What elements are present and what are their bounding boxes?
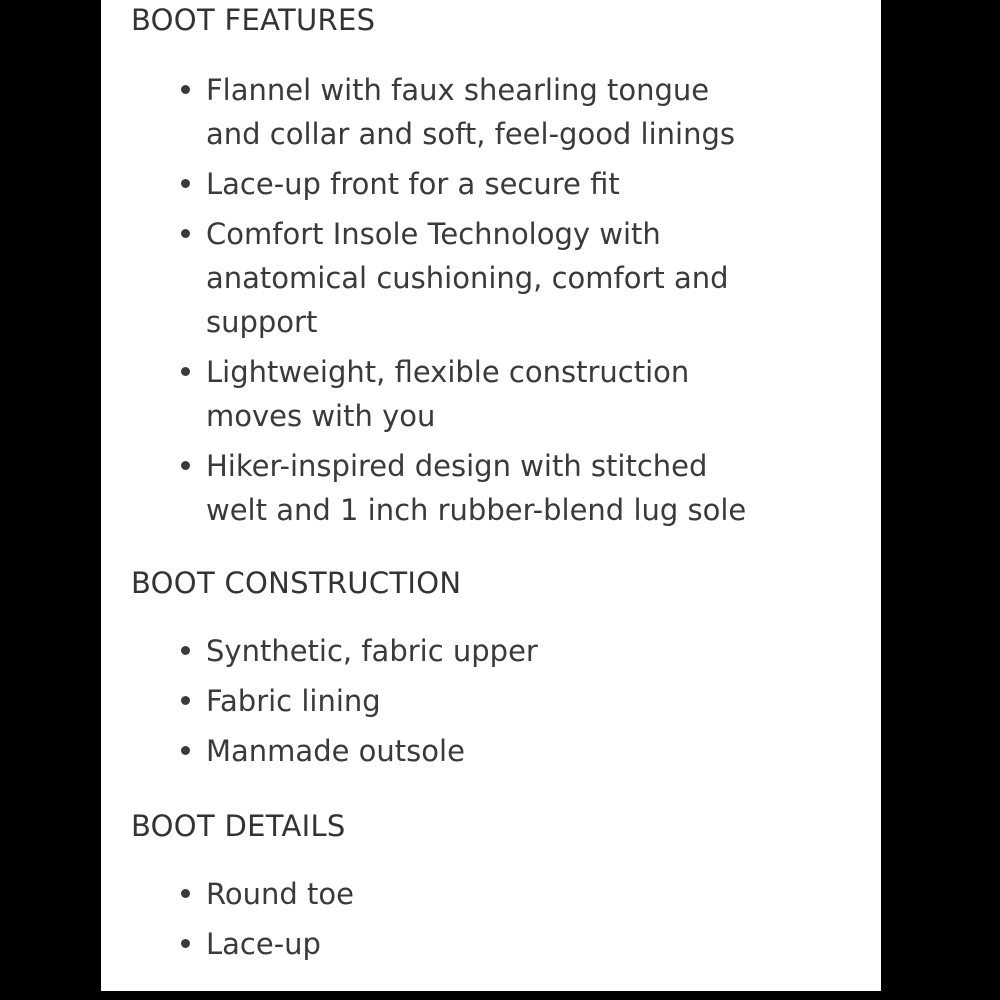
section-boot-features bbox=[131, 2, 851, 538]
item-line: Fabric lining bbox=[206, 684, 381, 718]
item-line: Round toe bbox=[206, 877, 354, 911]
list-item bbox=[131, 350, 851, 438]
list-item bbox=[131, 162, 851, 206]
bullet-icon bbox=[181, 939, 190, 948]
section-heading: BOOT CONSTRUCTION bbox=[131, 566, 462, 600]
bullet-icon bbox=[181, 746, 190, 755]
list-item bbox=[131, 629, 851, 673]
item-line: support bbox=[206, 305, 318, 339]
item-line: Comfort Insole Technology with bbox=[206, 217, 661, 251]
item-line: Lace-up front for a secure fit bbox=[206, 167, 620, 201]
section-boot-details bbox=[131, 808, 851, 972]
item-line: anatomical cushioning, comfort and bbox=[206, 261, 729, 295]
bullet-icon bbox=[181, 696, 190, 705]
item-line: Hiker-inspired design with stitched bbox=[206, 449, 708, 483]
product-description-panel bbox=[101, 0, 881, 991]
bullet-icon bbox=[181, 889, 190, 898]
list-item bbox=[131, 729, 851, 773]
item-line: moves with you bbox=[206, 399, 436, 433]
item-line: Lace-up bbox=[206, 927, 321, 961]
item-line: Lightweight, flexible construction bbox=[206, 355, 690, 389]
item-line: Synthetic, fabric upper bbox=[206, 634, 538, 668]
item-line: welt and 1 inch rubber-blend lug sole bbox=[206, 493, 747, 527]
section-heading: BOOT DETAILS bbox=[131, 809, 346, 843]
bullet-icon bbox=[181, 229, 190, 238]
item-line: and collar and soft, feel-good linings bbox=[206, 117, 736, 151]
feature-list bbox=[131, 68, 851, 532]
item-line: Flannel with faux shearling tongue bbox=[206, 73, 710, 107]
item-line: Manmade outsole bbox=[206, 734, 465, 768]
list-item bbox=[131, 922, 851, 966]
bullet-icon bbox=[181, 85, 190, 94]
list-item bbox=[131, 212, 851, 344]
list-item bbox=[131, 679, 851, 723]
bullet-icon bbox=[181, 367, 190, 376]
details-list bbox=[131, 872, 851, 966]
list-item bbox=[131, 68, 851, 156]
bullet-icon bbox=[181, 646, 190, 655]
list-item bbox=[131, 444, 851, 532]
bullet-icon bbox=[181, 461, 190, 470]
list-item bbox=[131, 872, 851, 916]
bullet-icon bbox=[181, 179, 190, 188]
section-boot-construction bbox=[131, 565, 851, 779]
section-heading: BOOT FEATURES bbox=[131, 3, 376, 37]
construction-list bbox=[131, 629, 851, 773]
